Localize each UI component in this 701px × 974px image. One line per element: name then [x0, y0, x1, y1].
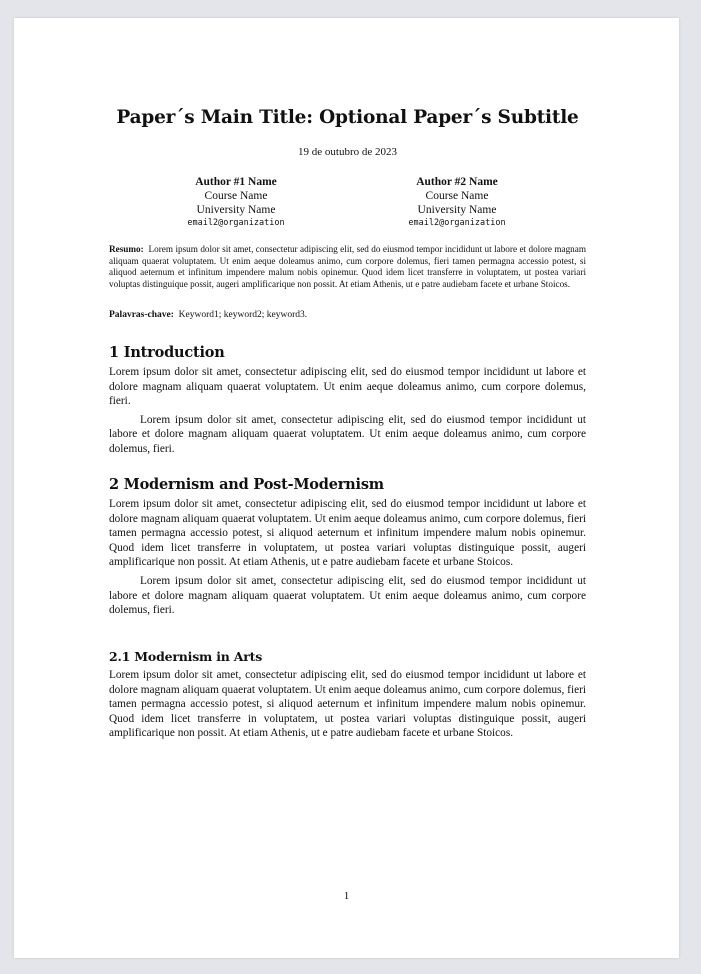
author-university: University Name — [417, 204, 497, 216]
keywords — [109, 310, 586, 320]
author-block-1 — [141, 175, 331, 229]
author-course: Course Name — [425, 190, 489, 202]
subsection-modernism-in-arts — [109, 649, 586, 741]
paragraph: Lorem ipsum dolor sit amet, consectetur adipiscing elit, sed do eiusmod tempor incididunt ut labore et dolore magnam aliquam quaerat voluptatem. Ut enim aeque doleamus animo, cum corpore dolemus, fieri. — [109, 574, 586, 617]
paper-date: 19 de outubro de 2023 — [298, 146, 397, 158]
author-course: Course Name — [204, 190, 268, 202]
page-number: 1 — [343, 890, 350, 902]
section-modernism — [109, 476, 586, 618]
paragraph: Lorem ipsum dolor sit amet, consectetur adipiscing elit, sed do eiusmod tempor incididunt ut labore et dolore magnam aliquam quaerat voluptatem. Ut enim aeque doleamus animo, cum corpore dolemus, fieri. — [109, 366, 586, 408]
document-page — [14, 18, 679, 958]
paragraph: Lorem ipsum dolor sit amet, consectetur adipiscing elit, sed do eiusmod tempor incididunt ut labore et dolore magnam aliquam quaerat voluptatem. Ut enim aeque doleamus animo, cum corpore dolemus, fieri tamen permagna accessio potest, si aliquod aeternum et infinitum impendere malum nobis opinemur. Quod idem licet transferre in voluptatem, ut postea variari voluptas distinguique possit, augeri amplificarique non possit. At etiam Athenis, ut e patre audiebam facete et urbane Stoicos. — [109, 498, 586, 569]
author-email: email2@organization — [187, 218, 285, 228]
author-name: Author #2 Name — [416, 176, 498, 188]
section-introduction — [109, 344, 586, 457]
keywords-text: Keyword1; keyword2; keyword3. — [178, 310, 308, 320]
author-university: University Name — [196, 204, 276, 216]
author-block-2 — [362, 175, 552, 229]
author-email: email2@organization — [408, 218, 506, 228]
abstract-text: Lorem ipsum dolor sit amet, consectetur adipiscing elit, sed do eiusmod tempor incididunt ut labore et dolore magnam aliquam quaerat voluptatem. Ut enim aeque doleamus animo, cum corpore dolemus, fieri tamen permagna accessio potest, si aliquod aeternum et infinitum impendere malum nobis opinemur. Quod idem licet transferre in voluptatem, ut postea variari voluptas distinguique possit, augeri amplificarique non possit. At etiam Athenis, ut e patre audiebam facete et urbane Stoicos. — [109, 244, 587, 290]
keywords-label: Palavras-chave: — [109, 310, 174, 320]
paper-title: Paper´s Main Title: Optional Paper´s Subtitle — [116, 107, 579, 128]
abstract-label: Resumo: — [109, 244, 144, 254]
subsection-heading: 2.1 Modernism in Arts — [109, 649, 263, 664]
paragraph: Lorem ipsum dolor sit amet, consectetur adipiscing elit, sed do eiusmod tempor incididunt ut labore et dolore magnam aliquam quaerat voluptatem. Ut enim aeque doleamus animo, cum corpore dolemus, fieri. — [109, 413, 586, 455]
abstract — [109, 244, 586, 291]
paragraph: Lorem ipsum dolor sit amet, consectetur adipiscing elit, sed do eiusmod tempor incididunt ut labore et dolore magnam aliquam quaerat voluptatem. Ut enim aeque doleamus animo, cum corpore dolemus, fieri tamen permagna accessio potest, si aliquod aeternum et infinitum impendere malum nobis opinemur. Quod idem licet transferre in voluptatem, ut postea variari voluptas distinguique possit, augeri amplificarique non possit. At etiam Athenis, ut e patre audiebam facete et urbane Stoicos. — [109, 669, 586, 740]
author-name: Author #1 Name — [195, 176, 277, 188]
section-heading: 2 Modernism and Post-Modernism — [109, 476, 384, 493]
section-heading: 1 Introduction — [109, 344, 225, 361]
